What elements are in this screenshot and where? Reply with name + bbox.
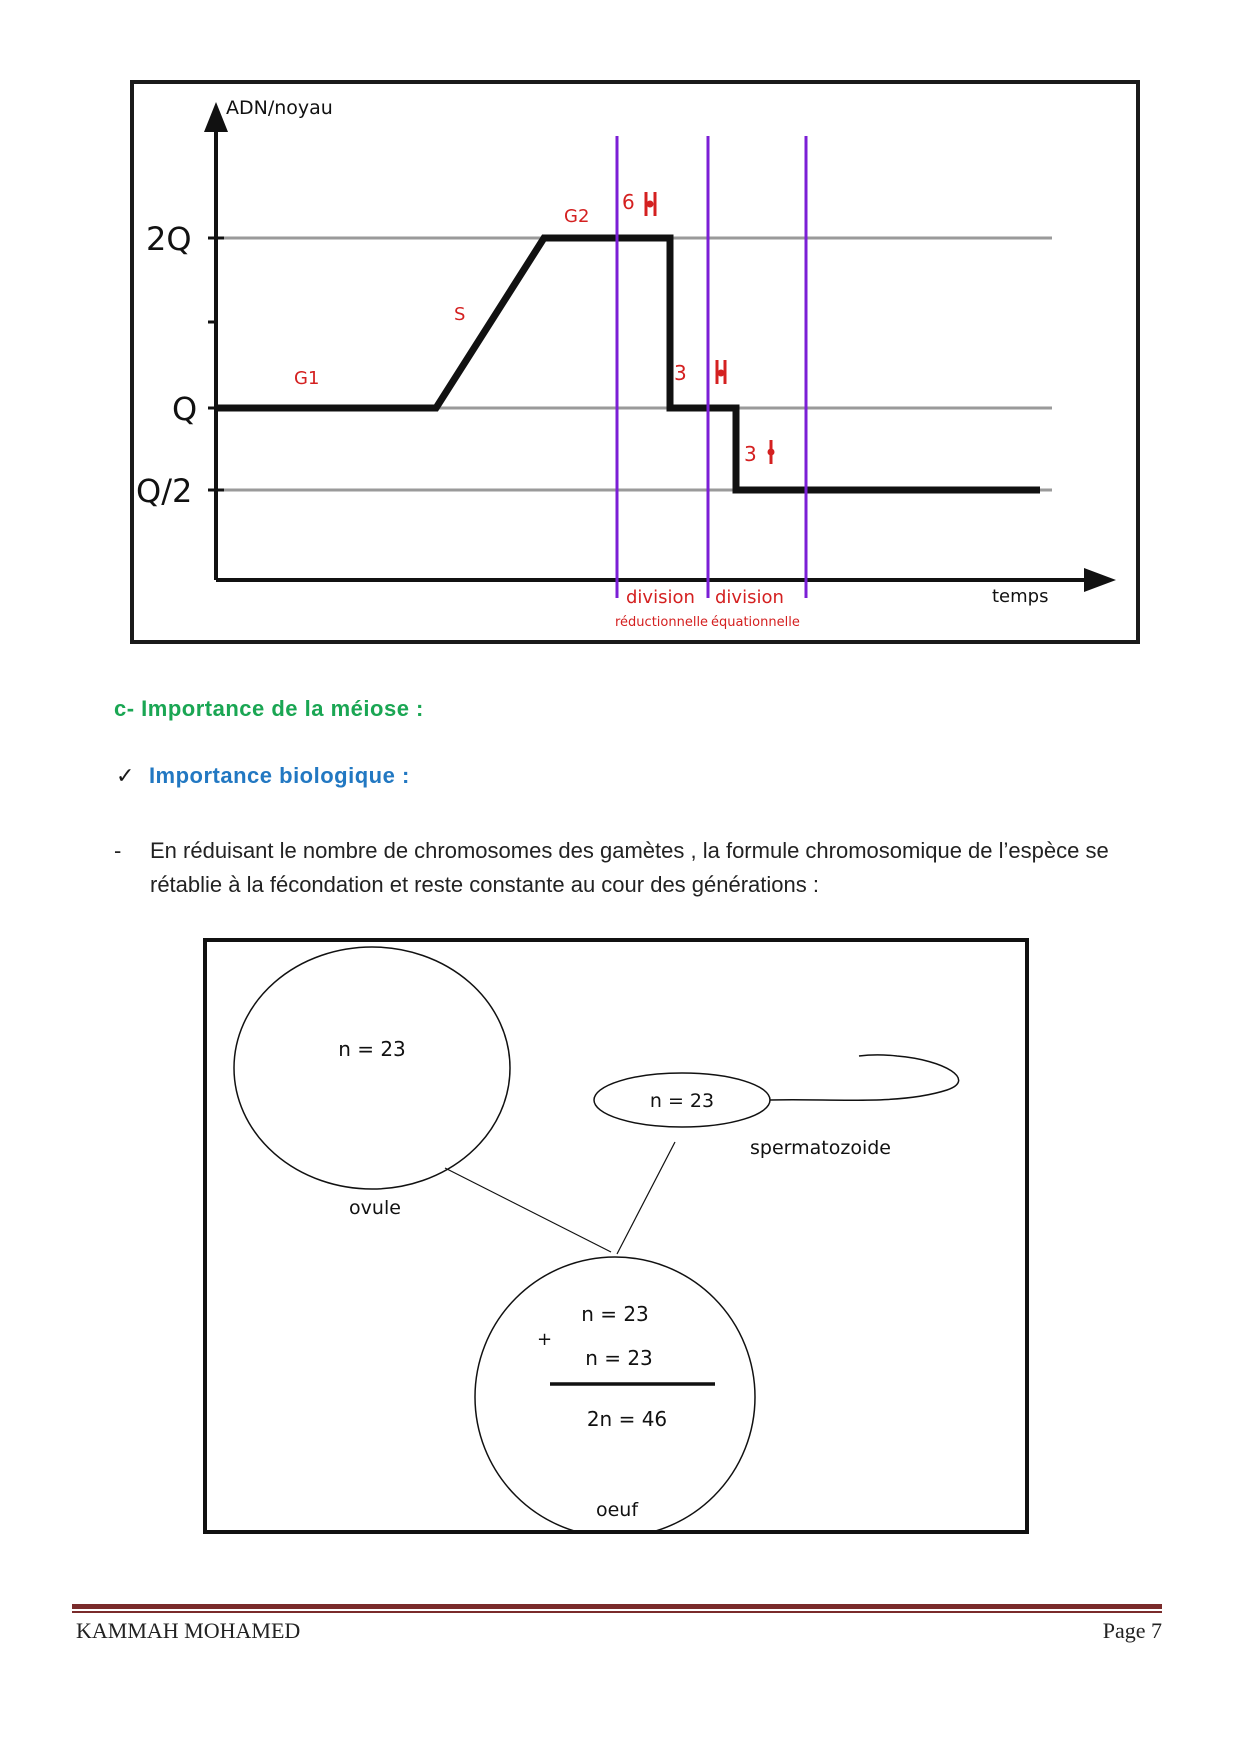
dna-graph-frame	[130, 80, 1140, 644]
level-label-q-half: Q/2	[136, 472, 193, 510]
paragraph-text: En réduisant le nombre de chromosomes des gamètes , la formule chromosomique de l’espèce se rétablie à la fécondation et reste constante au cour des générations :	[150, 838, 1109, 897]
section-bio-title: Importance biologique :	[148, 763, 410, 788]
spermatozoid-label: spermatozoide	[750, 1137, 891, 1159]
division-1-label: division	[626, 587, 695, 608]
y-axis-label: ADN/noyau	[226, 97, 333, 119]
egg-label: oeuf	[595, 1499, 639, 1521]
paragraph	[114, 834, 1124, 902]
division-2-label: division	[715, 587, 784, 608]
egg-circle	[475, 1257, 755, 1530]
spermatozoid-value: n = 23	[649, 1090, 715, 1112]
footer-rule	[72, 1604, 1162, 1609]
egg-plus-sign: +	[537, 1329, 553, 1350]
line-ovule-to-egg	[445, 1168, 611, 1252]
phase-label-s: S	[454, 304, 466, 325]
level-label-q: Q	[172, 390, 198, 428]
dna-curve	[216, 238, 1040, 490]
level-label-2q: 2Q	[146, 220, 192, 258]
chromosome-count-3-first: 3	[674, 361, 687, 385]
footer-author: KAMMAH MOHAMED	[76, 1618, 301, 1643]
ovule-value: n = 23	[338, 1037, 406, 1061]
x-axis-arrow	[1084, 568, 1116, 592]
phase-label-g2: G2	[564, 206, 590, 227]
checkmark-icon: ✓	[116, 763, 135, 788]
chromosome-count-6: 6	[622, 190, 635, 214]
section-c-heading: c- Importance de la méiose :	[114, 696, 424, 721]
single-chromatid-icon	[768, 440, 775, 464]
egg-value-second: n = 23	[585, 1346, 653, 1370]
phase-label-g1: G1	[294, 368, 320, 389]
double-chromatid-icon-2	[717, 360, 725, 384]
fertilization-diagram-frame	[203, 938, 1029, 1534]
ovule-label: ovule	[349, 1197, 401, 1219]
section-bio-heading	[116, 763, 410, 789]
fertilization-diagram	[207, 942, 1025, 1530]
double-chromatid-icon	[646, 192, 655, 216]
division-1-sublabel: réductionnelle	[615, 615, 709, 630]
chromosome-count-3-second: 3	[744, 442, 757, 466]
y-axis-arrow	[204, 102, 228, 132]
footer-rule-thin	[72, 1611, 1162, 1613]
spermatozoid-tail	[770, 1055, 959, 1100]
egg-value-top: n = 23	[581, 1302, 649, 1326]
egg-result: 2n = 46	[586, 1407, 668, 1431]
line-sperm-to-egg	[617, 1142, 675, 1254]
footer-page-number: Page 7	[1102, 1618, 1162, 1643]
x-axis-label: temps	[992, 586, 1049, 607]
ovule-circle	[234, 947, 510, 1189]
dna-content-graph	[134, 84, 1136, 640]
paragraph-dash: -	[114, 838, 122, 863]
division-2-sublabel: équationnelle	[711, 615, 800, 630]
